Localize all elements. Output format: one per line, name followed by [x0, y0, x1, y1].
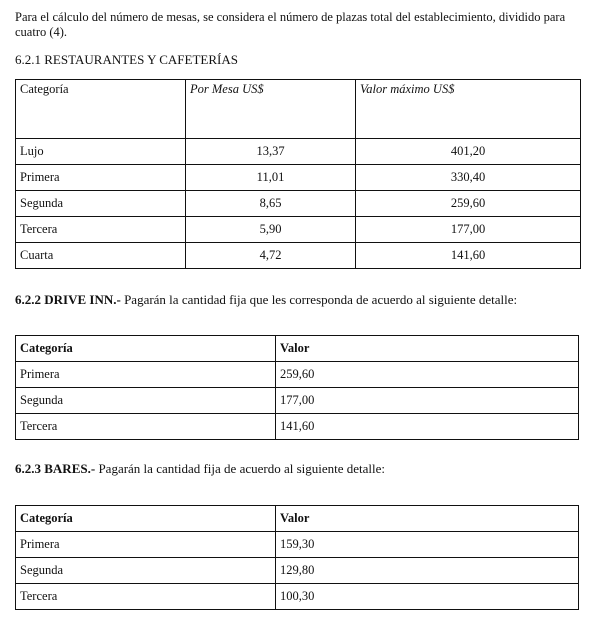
table-row	[16, 532, 579, 558]
column-header-por-mesa: Por Mesa US$	[186, 80, 356, 139]
cell-valor: 159,30	[276, 532, 579, 558]
section-heading-text: Pagarán la cantidad fija de acuerdo al siguiente detalle:	[95, 461, 386, 476]
table-header-row	[16, 80, 581, 139]
column-header-valor: Valor	[276, 336, 579, 362]
table-header-row	[16, 506, 579, 532]
table-row	[16, 414, 579, 440]
cell-categoria: Segunda	[16, 191, 186, 217]
table-header-row	[16, 336, 579, 362]
section-heading-bares	[15, 461, 385, 477]
cell-categoria: Lujo	[16, 139, 186, 165]
cell-categoria: Tercera	[16, 217, 186, 243]
column-header-valor: Valor	[276, 506, 579, 532]
cell-categoria: Primera	[16, 165, 186, 191]
section-heading-drive-inn	[15, 292, 517, 308]
cell-categoria: Tercera	[16, 414, 276, 440]
cell-valor-maximo: 141,60	[356, 243, 581, 269]
cell-categoria: Segunda	[16, 388, 276, 414]
restaurantes-table	[15, 79, 581, 269]
cell-valor: 100,30	[276, 584, 579, 610]
drive-inn-table	[15, 335, 579, 440]
table-row	[16, 243, 581, 269]
table-row	[16, 165, 581, 191]
cell-valor: 259,60	[276, 362, 579, 388]
section-heading-restaurantes: 6.2.1 RESTAURANTES Y CAFETERÍAS	[15, 52, 238, 67]
section-heading-bold: 6.2.2 DRIVE INN.-	[15, 292, 121, 307]
cell-por-mesa: 5,90	[186, 217, 356, 243]
cell-valor-maximo: 330,40	[356, 165, 581, 191]
cell-categoria: Primera	[16, 362, 276, 388]
table-row	[16, 388, 579, 414]
table-row	[16, 139, 581, 165]
intro-paragraph: Para el cálculo del número de mesas, se considera el número de plazas total del establecimiento, dividido para cuatro (4).	[15, 10, 566, 39]
table-row	[16, 584, 579, 610]
cell-por-mesa: 13,37	[186, 139, 356, 165]
table-row	[16, 362, 579, 388]
cell-valor-maximo: 177,00	[356, 217, 581, 243]
cell-por-mesa: 8,65	[186, 191, 356, 217]
section-heading-text: Pagarán la cantidad fija que les corresponda de acuerdo al siguiente detalle:	[120, 292, 518, 307]
column-header-categoria: Categoría	[16, 506, 276, 532]
cell-por-mesa: 4,72	[186, 243, 356, 269]
cell-valor: 129,80	[276, 558, 579, 584]
table-row	[16, 558, 579, 584]
column-header-categoria: Categoría	[16, 80, 186, 139]
section-heading-bold: 6.2.3 BARES.-	[15, 461, 96, 476]
cell-categoria: Segunda	[16, 558, 276, 584]
cell-valor: 177,00	[276, 388, 579, 414]
cell-categoria: Primera	[16, 532, 276, 558]
cell-valor-maximo: 259,60	[356, 191, 581, 217]
cell-categoria: Tercera	[16, 584, 276, 610]
column-header-valor-maximo: Valor máximo US$	[356, 80, 581, 139]
bares-table	[15, 505, 579, 610]
cell-valor: 141,60	[276, 414, 579, 440]
table-row	[16, 191, 581, 217]
cell-por-mesa: 11,01	[186, 165, 356, 191]
cell-categoria: Cuarta	[16, 243, 186, 269]
table-row	[16, 217, 581, 243]
cell-valor-maximo: 401,20	[356, 139, 581, 165]
column-header-categoria: Categoría	[16, 336, 276, 362]
